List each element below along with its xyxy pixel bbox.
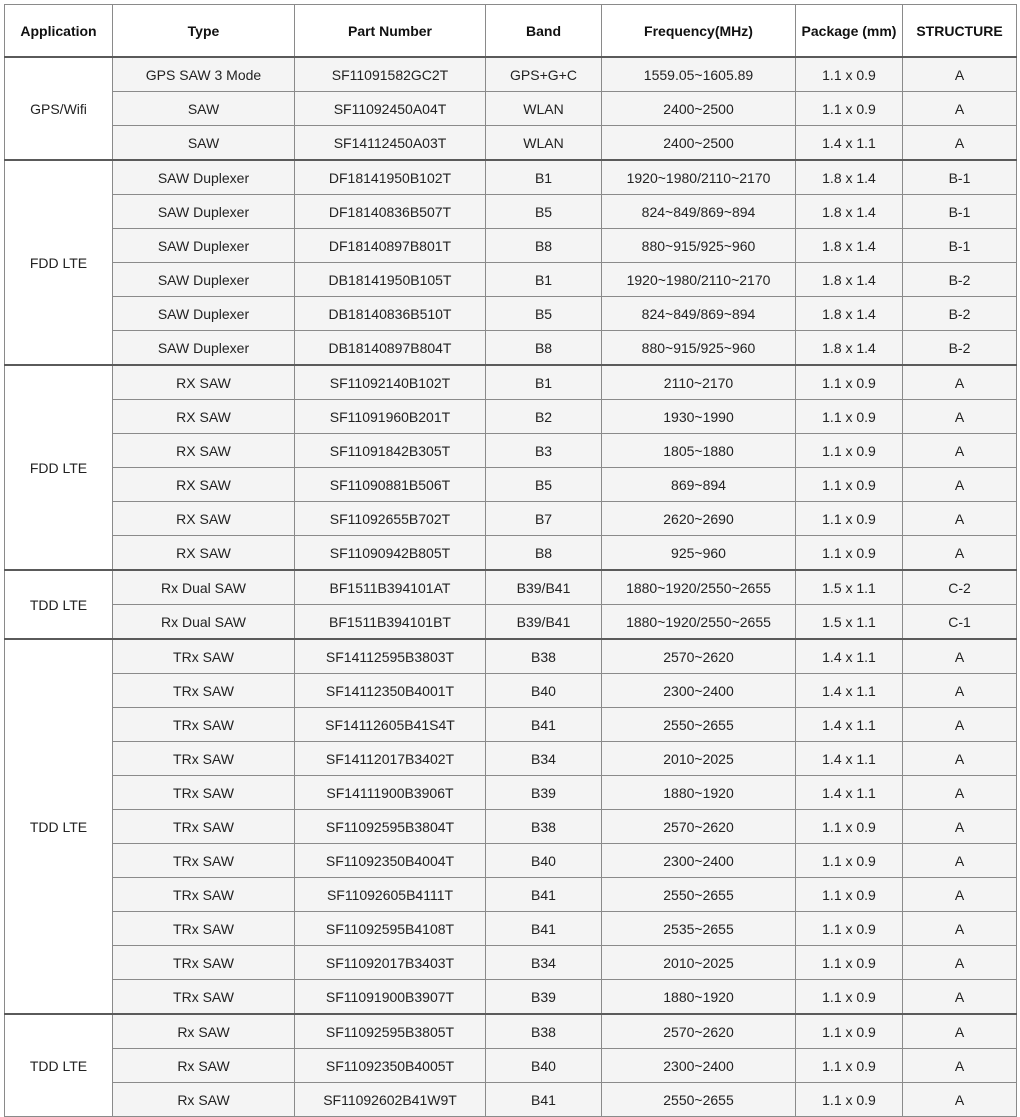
structure-cell: A — [903, 536, 1017, 571]
band-cell: B38 — [486, 639, 602, 674]
type-cell: TRx SAW — [113, 912, 295, 946]
frequency-cell: 2400~2500 — [602, 126, 796, 161]
structure-cell: A — [903, 502, 1017, 536]
header-band: Band — [486, 5, 602, 58]
package-cell: 1.1 x 0.9 — [796, 92, 903, 126]
band-cell: B34 — [486, 946, 602, 980]
structure-cell: B-1 — [903, 229, 1017, 263]
application-cell: TDD LTE — [5, 639, 113, 1014]
type-cell: SAW Duplexer — [113, 331, 295, 366]
table-row — [5, 536, 1017, 571]
band-cell: B39/B41 — [486, 570, 602, 605]
package-cell: 1.8 x 1.4 — [796, 263, 903, 297]
frequency-cell: 2010~2025 — [602, 742, 796, 776]
frequency-cell: 2400~2500 — [602, 92, 796, 126]
frequency-cell: 2550~2655 — [602, 878, 796, 912]
band-cell: B39/B41 — [486, 605, 602, 640]
table-row — [5, 468, 1017, 502]
header-application: Application — [5, 5, 113, 58]
package-cell: 1.4 x 1.1 — [796, 674, 903, 708]
type-cell: SAW Duplexer — [113, 297, 295, 331]
part-number-cell: SF14112017B3402T — [295, 742, 486, 776]
table-row — [5, 570, 1017, 605]
structure-cell: A — [903, 126, 1017, 161]
package-cell: 1.8 x 1.4 — [796, 195, 903, 229]
type-cell: SAW Duplexer — [113, 263, 295, 297]
part-number-cell: SF14112450A03T — [295, 126, 486, 161]
type-cell: TRx SAW — [113, 708, 295, 742]
band-cell: B8 — [486, 331, 602, 366]
frequency-cell: 1920~1980/2110~2170 — [602, 160, 796, 195]
band-cell: B41 — [486, 708, 602, 742]
part-number-cell: SF11091582GC2T — [295, 57, 486, 92]
part-number-cell: SF14111900B3906T — [295, 776, 486, 810]
structure-cell: A — [903, 844, 1017, 878]
table-row — [5, 57, 1017, 92]
type-cell: Rx Dual SAW — [113, 605, 295, 640]
package-cell: 1.1 x 0.9 — [796, 468, 903, 502]
band-cell: B5 — [486, 468, 602, 502]
part-number-cell: DF18140836B507T — [295, 195, 486, 229]
table-row — [5, 708, 1017, 742]
band-cell: B3 — [486, 434, 602, 468]
structure-cell: C-2 — [903, 570, 1017, 605]
structure-cell: A — [903, 878, 1017, 912]
band-cell: B38 — [486, 1014, 602, 1049]
frequency-cell: 1930~1990 — [602, 400, 796, 434]
package-cell: 1.8 x 1.4 — [796, 297, 903, 331]
type-cell: RX SAW — [113, 468, 295, 502]
part-number-cell: SF11092605B4111T — [295, 878, 486, 912]
package-cell: 1.8 x 1.4 — [796, 229, 903, 263]
frequency-cell: 1559.05~1605.89 — [602, 57, 796, 92]
table-row — [5, 1014, 1017, 1049]
package-cell: 1.1 x 0.9 — [796, 912, 903, 946]
band-cell: B39 — [486, 980, 602, 1015]
table-row — [5, 912, 1017, 946]
frequency-cell: 925~960 — [602, 536, 796, 571]
type-cell: TRx SAW — [113, 946, 295, 980]
frequency-cell: 869~894 — [602, 468, 796, 502]
frequency-cell: 880~915/925~960 — [602, 331, 796, 366]
table-row — [5, 126, 1017, 161]
table-row — [5, 946, 1017, 980]
type-cell: TRx SAW — [113, 980, 295, 1015]
package-cell: 1.1 x 0.9 — [796, 400, 903, 434]
structure-cell: B-1 — [903, 160, 1017, 195]
structure-cell: A — [903, 365, 1017, 400]
package-cell: 1.4 x 1.1 — [796, 708, 903, 742]
structure-cell: B-2 — [903, 263, 1017, 297]
frequency-cell: 2550~2655 — [602, 708, 796, 742]
table-row — [5, 878, 1017, 912]
part-number-cell: SF11091842B305T — [295, 434, 486, 468]
type-cell: SAW Duplexer — [113, 195, 295, 229]
package-cell: 1.4 x 1.1 — [796, 776, 903, 810]
part-number-cell: SF11092602B41W9T — [295, 1083, 486, 1117]
part-number-cell: BF1511B394101BT — [295, 605, 486, 640]
structure-cell: A — [903, 1049, 1017, 1083]
structure-cell: A — [903, 468, 1017, 502]
frequency-cell: 2570~2620 — [602, 1014, 796, 1049]
structure-cell: A — [903, 400, 1017, 434]
parts-table — [4, 4, 1017, 1117]
band-cell: B41 — [486, 912, 602, 946]
part-number-cell: SF11092595B3804T — [295, 810, 486, 844]
type-cell: TRx SAW — [113, 810, 295, 844]
structure-cell: A — [903, 946, 1017, 980]
header-row — [5, 5, 1017, 58]
structure-cell: B-1 — [903, 195, 1017, 229]
band-cell: B1 — [486, 263, 602, 297]
type-cell: Rx SAW — [113, 1049, 295, 1083]
frequency-cell: 2570~2620 — [602, 639, 796, 674]
package-cell: 1.1 x 0.9 — [796, 946, 903, 980]
type-cell: TRx SAW — [113, 844, 295, 878]
structure-cell: A — [903, 708, 1017, 742]
table-row — [5, 365, 1017, 400]
package-cell: 1.1 x 0.9 — [796, 878, 903, 912]
package-cell: 1.8 x 1.4 — [796, 160, 903, 195]
band-cell: B1 — [486, 365, 602, 400]
table-row — [5, 331, 1017, 366]
package-cell: 1.8 x 1.4 — [796, 331, 903, 366]
band-cell: B2 — [486, 400, 602, 434]
frequency-cell: 1880~1920/2550~2655 — [602, 570, 796, 605]
band-cell: B7 — [486, 502, 602, 536]
type-cell: Rx SAW — [113, 1083, 295, 1117]
header-type: Type — [113, 5, 295, 58]
frequency-cell: 2300~2400 — [602, 674, 796, 708]
type-cell: RX SAW — [113, 502, 295, 536]
part-number-cell: SF11090881B506T — [295, 468, 486, 502]
frequency-cell: 824~849/869~894 — [602, 195, 796, 229]
band-cell: B5 — [486, 297, 602, 331]
structure-cell: A — [903, 810, 1017, 844]
application-cell: TDD LTE — [5, 1014, 113, 1117]
frequency-cell: 2300~2400 — [602, 1049, 796, 1083]
band-cell: B40 — [486, 674, 602, 708]
frequency-cell: 2010~2025 — [602, 946, 796, 980]
type-cell: TRx SAW — [113, 878, 295, 912]
type-cell: RX SAW — [113, 536, 295, 571]
table-row — [5, 1049, 1017, 1083]
package-cell: 1.1 x 0.9 — [796, 536, 903, 571]
part-number-cell: SF11092595B3805T — [295, 1014, 486, 1049]
part-number-cell: DF18141950B102T — [295, 160, 486, 195]
table-row — [5, 160, 1017, 195]
frequency-cell: 824~849/869~894 — [602, 297, 796, 331]
package-cell: 1.5 x 1.1 — [796, 605, 903, 640]
band-cell: B5 — [486, 195, 602, 229]
table-row — [5, 229, 1017, 263]
table-row — [5, 195, 1017, 229]
type-cell: SAW Duplexer — [113, 160, 295, 195]
part-number-cell: SF11092450A04T — [295, 92, 486, 126]
part-number-cell: BF1511B394101AT — [295, 570, 486, 605]
structure-cell: A — [903, 742, 1017, 776]
structure-cell: A — [903, 57, 1017, 92]
band-cell: B39 — [486, 776, 602, 810]
frequency-cell: 2550~2655 — [602, 1083, 796, 1117]
package-cell: 1.5 x 1.1 — [796, 570, 903, 605]
structure-cell: A — [903, 912, 1017, 946]
part-number-cell: DB18140836B510T — [295, 297, 486, 331]
structure-cell: A — [903, 776, 1017, 810]
part-number-cell: SF14112605B41S4T — [295, 708, 486, 742]
application-cell: GPS/Wifi — [5, 57, 113, 160]
package-cell: 1.1 x 0.9 — [796, 1083, 903, 1117]
type-cell: TRx SAW — [113, 742, 295, 776]
table-row — [5, 92, 1017, 126]
band-cell: WLAN — [486, 126, 602, 161]
package-cell: 1.1 x 0.9 — [796, 365, 903, 400]
frequency-cell: 2110~2170 — [602, 365, 796, 400]
part-number-cell: SF14112350B4001T — [295, 674, 486, 708]
structure-cell: B-2 — [903, 297, 1017, 331]
part-number-cell: DF18140897B801T — [295, 229, 486, 263]
package-cell: 1.1 x 0.9 — [796, 1049, 903, 1083]
type-cell: RX SAW — [113, 400, 295, 434]
package-cell: 1.1 x 0.9 — [796, 502, 903, 536]
part-number-cell: SF11092350B4004T — [295, 844, 486, 878]
table-row — [5, 980, 1017, 1015]
structure-cell: A — [903, 92, 1017, 126]
table-row — [5, 1083, 1017, 1117]
structure-cell: A — [903, 639, 1017, 674]
type-cell: SAW — [113, 92, 295, 126]
table-row — [5, 639, 1017, 674]
part-number-cell: SF11091960B201T — [295, 400, 486, 434]
band-cell: WLAN — [486, 92, 602, 126]
table-row — [5, 297, 1017, 331]
band-cell: B8 — [486, 536, 602, 571]
header-package: Package (mm) — [796, 5, 903, 58]
part-number-cell: SF14112595B3803T — [295, 639, 486, 674]
part-number-cell: SF11091900B3907T — [295, 980, 486, 1015]
package-cell: 1.1 x 0.9 — [796, 844, 903, 878]
frequency-cell: 2300~2400 — [602, 844, 796, 878]
table-row — [5, 605, 1017, 640]
band-cell: B40 — [486, 1049, 602, 1083]
table-row — [5, 776, 1017, 810]
structure-cell: A — [903, 434, 1017, 468]
band-cell: B41 — [486, 1083, 602, 1117]
type-cell: SAW — [113, 126, 295, 161]
part-number-cell: DB18141950B105T — [295, 263, 486, 297]
header-structure: STRUCTURE — [903, 5, 1017, 58]
part-number-cell: SF11092017B3403T — [295, 946, 486, 980]
table-row — [5, 502, 1017, 536]
part-number-cell: SF11090942B805T — [295, 536, 486, 571]
header-frequency: Frequency(MHz) — [602, 5, 796, 58]
structure-cell: B-2 — [903, 331, 1017, 366]
band-cell: B34 — [486, 742, 602, 776]
package-cell: 1.4 x 1.1 — [796, 639, 903, 674]
application-cell: FDD LTE — [5, 365, 113, 570]
table-row — [5, 434, 1017, 468]
frequency-cell: 2620~2690 — [602, 502, 796, 536]
type-cell: TRx SAW — [113, 674, 295, 708]
table-row — [5, 263, 1017, 297]
application-cell: FDD LTE — [5, 160, 113, 365]
part-number-cell: SF11092655B702T — [295, 502, 486, 536]
header-part-number: Part Number — [295, 5, 486, 58]
part-number-cell: SF11092595B4108T — [295, 912, 486, 946]
table-row — [5, 742, 1017, 776]
frequency-cell: 1880~1920 — [602, 776, 796, 810]
structure-cell: A — [903, 1083, 1017, 1117]
package-cell: 1.4 x 1.1 — [796, 126, 903, 161]
frequency-cell: 1805~1880 — [602, 434, 796, 468]
package-cell: 1.1 x 0.9 — [796, 810, 903, 844]
band-cell: B8 — [486, 229, 602, 263]
package-cell: 1.4 x 1.1 — [796, 742, 903, 776]
frequency-cell: 1920~1980/2110~2170 — [602, 263, 796, 297]
structure-cell: A — [903, 980, 1017, 1015]
type-cell: SAW Duplexer — [113, 229, 295, 263]
type-cell: TRx SAW — [113, 776, 295, 810]
part-number-cell: SF11092350B4005T — [295, 1049, 486, 1083]
frequency-cell: 2570~2620 — [602, 810, 796, 844]
type-cell: Rx Dual SAW — [113, 570, 295, 605]
band-cell: B38 — [486, 810, 602, 844]
structure-cell: A — [903, 1014, 1017, 1049]
band-cell: B40 — [486, 844, 602, 878]
table-row — [5, 674, 1017, 708]
frequency-cell: 2535~2655 — [602, 912, 796, 946]
package-cell: 1.1 x 0.9 — [796, 980, 903, 1015]
type-cell: RX SAW — [113, 365, 295, 400]
application-cell: TDD LTE — [5, 570, 113, 639]
type-cell: GPS SAW 3 Mode — [113, 57, 295, 92]
part-number-cell: SF11092140B102T — [295, 365, 486, 400]
band-cell: GPS+G+C — [486, 57, 602, 92]
band-cell: B1 — [486, 160, 602, 195]
frequency-cell: 880~915/925~960 — [602, 229, 796, 263]
frequency-cell: 1880~1920/2550~2655 — [602, 605, 796, 640]
structure-cell: C-1 — [903, 605, 1017, 640]
band-cell: B41 — [486, 878, 602, 912]
table-body — [5, 57, 1017, 1117]
frequency-cell: 1880~1920 — [602, 980, 796, 1015]
table-row — [5, 400, 1017, 434]
type-cell: Rx SAW — [113, 1014, 295, 1049]
structure-cell: A — [903, 674, 1017, 708]
type-cell: RX SAW — [113, 434, 295, 468]
table-row — [5, 844, 1017, 878]
package-cell: 1.1 x 0.9 — [796, 1014, 903, 1049]
table-row — [5, 810, 1017, 844]
type-cell: TRx SAW — [113, 639, 295, 674]
package-cell: 1.1 x 0.9 — [796, 57, 903, 92]
part-number-cell: DB18140897B804T — [295, 331, 486, 366]
package-cell: 1.1 x 0.9 — [796, 434, 903, 468]
